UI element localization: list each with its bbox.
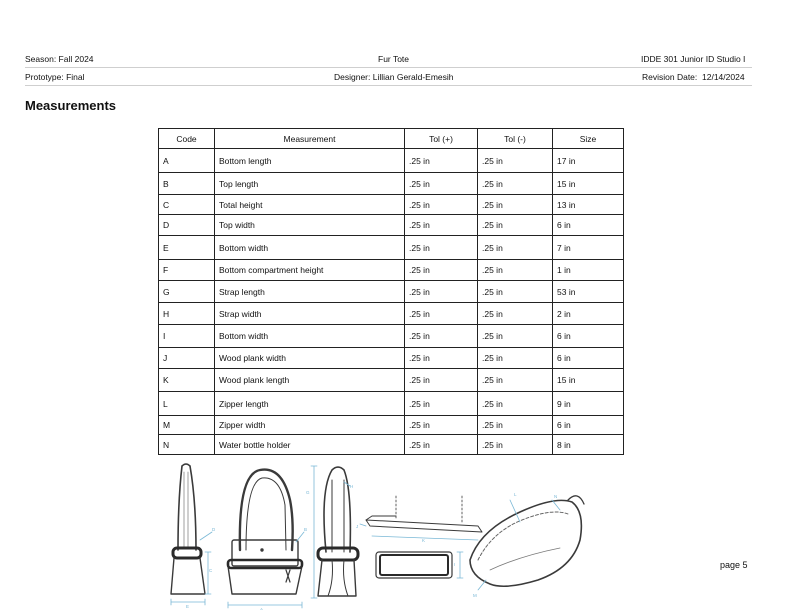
cell-tol-minus: .25 in [478,348,553,369]
cell-tol-plus: .25 in [405,369,478,392]
dim-label-k: K [422,538,426,543]
cell-tol-plus: .25 in [405,173,478,195]
revision-date-label: Revision Date: [642,72,698,82]
cell-tol-plus: .25 in [405,392,478,416]
side-view-sketch [171,464,205,594]
table-row [159,392,624,416]
cell-measurement: Bottom compartment height [215,260,405,281]
table-row [159,173,624,195]
dim-label-g: G [306,490,310,495]
cell-tol-minus: .25 in [478,392,553,416]
header-divider [25,67,752,68]
cell-code: K [159,369,215,392]
cell-tol-minus: .25 in [478,173,553,195]
table-body [159,149,624,455]
cell-measurement: Top length [215,173,405,195]
dim-label-a: A [260,607,264,610]
cell-code: A [159,149,215,173]
cell-code: D [159,215,215,236]
cell-tol-minus: .25 in [478,195,553,215]
cell-tol-minus: .25 in [478,215,553,236]
cell-code: C [159,195,215,215]
col-header-code: Code [159,129,215,149]
cell-size: 7 in [553,236,624,260]
front-view-sketch [228,470,302,594]
cell-tol-minus: .25 in [478,369,553,392]
cell-code: B [159,173,215,195]
cell-tol-plus: .25 in [405,236,478,260]
cell-tol-plus: .25 in [405,281,478,303]
cell-measurement: Total height [215,195,405,215]
cell-tol-minus: .25 in [478,435,553,455]
table-header-row [159,129,624,149]
cell-size: 15 in [553,369,624,392]
cell-size: 53 in [553,281,624,303]
cell-code: J [159,348,215,369]
dim-label-b: B [304,527,308,532]
cell-code: H [159,303,215,325]
cell-tol-minus: .25 in [478,281,553,303]
revision-date-value: 12/14/2024 [702,72,745,82]
cell-size: 6 in [553,348,624,369]
cell-tol-plus: .25 in [405,348,478,369]
cell-measurement: Bottom length [215,149,405,173]
season-label: Season: Fall 2024 [25,54,94,64]
cell-size: 6 in [553,416,624,435]
dim-label-l: L [514,492,517,497]
designer-label: Designer: Lillian Gerald-Emesih [334,72,454,82]
wood-plank-sketch [366,496,482,532]
table-row [159,435,624,455]
cell-tol-minus: .25 in [478,416,553,435]
cell-measurement: Wood plank width [215,348,405,369]
table-row [159,303,624,325]
table-row [159,325,624,348]
dim-label-c: C [209,568,213,573]
cell-code: L [159,392,215,416]
table-row [159,348,624,369]
open-top-view-sketch [470,496,584,586]
tote-technical-sketch [160,460,600,610]
cell-tol-plus: .25 in [405,303,478,325]
cell-tol-minus: .25 in [478,149,553,173]
cell-tol-plus: .25 in [405,149,478,173]
cell-tol-plus: .25 in [405,195,478,215]
cell-tol-minus: .25 in [478,260,553,281]
product-title: Fur Tote [378,54,410,64]
section-title: Measurements [25,98,117,113]
cell-size: 8 in [553,435,624,455]
dim-label-d: D [212,527,216,532]
cell-tol-minus: .25 in [478,303,553,325]
table-row [159,369,624,392]
table-row [159,149,624,173]
zipper-sketch [376,552,452,578]
dim-label-e: E [186,604,190,609]
cell-tol-plus: .25 in [405,416,478,435]
cell-measurement: Zipper width [215,416,405,435]
cell-measurement: Bottom width [215,236,405,260]
table-row [159,281,624,303]
cell-code: M [159,416,215,435]
cell-size: 13 in [553,195,624,215]
cell-code: I [159,325,215,348]
table-row [159,236,624,260]
measurements-table [158,128,624,455]
cell-code: E [159,236,215,260]
cell-size: 17 in [553,149,624,173]
col-header-tol-plus: Tol (+) [405,129,478,149]
cell-size: 1 in [553,260,624,281]
dim-label-i: I [454,562,456,567]
cell-code: G [159,281,215,303]
table-row [159,416,624,435]
page-number: page 5 [720,560,748,570]
cell-size: 9 in [553,392,624,416]
dim-label-n: N [554,494,558,499]
table-row [159,260,624,281]
cell-size: 15 in [553,173,624,195]
table-row [159,195,624,215]
table-row [159,215,624,236]
cell-measurement: Water bottle holder [215,435,405,455]
cell-measurement: Strap length [215,281,405,303]
course-label: IDDE 301 Junior ID Studio I [641,54,746,64]
cell-tol-plus: .25 in [405,325,478,348]
cell-tol-minus: .25 in [478,325,553,348]
cell-tol-plus: .25 in [405,435,478,455]
col-header-tol-minus: Tol (-) [478,129,553,149]
cell-measurement: Bottom width [215,325,405,348]
cell-code: N [159,435,215,455]
cell-measurement: Top width [215,215,405,236]
col-header-measurement: Measurement [215,129,405,149]
col-header-size: Size [553,129,624,149]
dim-label-j: J [356,524,359,529]
dim-label-m: M [473,593,477,598]
cell-size: 6 in [553,215,624,236]
cell-size: 6 in [553,325,624,348]
cell-measurement: Strap width [215,303,405,325]
cell-tol-plus: .25 in [405,260,478,281]
cell-measurement: Wood plank length [215,369,405,392]
header-divider-bottom [25,85,752,86]
prototype-label: Prototype: Final [25,72,85,82]
cell-measurement: Zipper length [215,392,405,416]
dim-label-h: H [350,484,354,489]
cell-tol-plus: .25 in [405,215,478,236]
cell-code: F [159,260,215,281]
cell-size: 2 in [553,303,624,325]
revision-date [642,72,745,82]
cell-tol-minus: .25 in [478,236,553,260]
